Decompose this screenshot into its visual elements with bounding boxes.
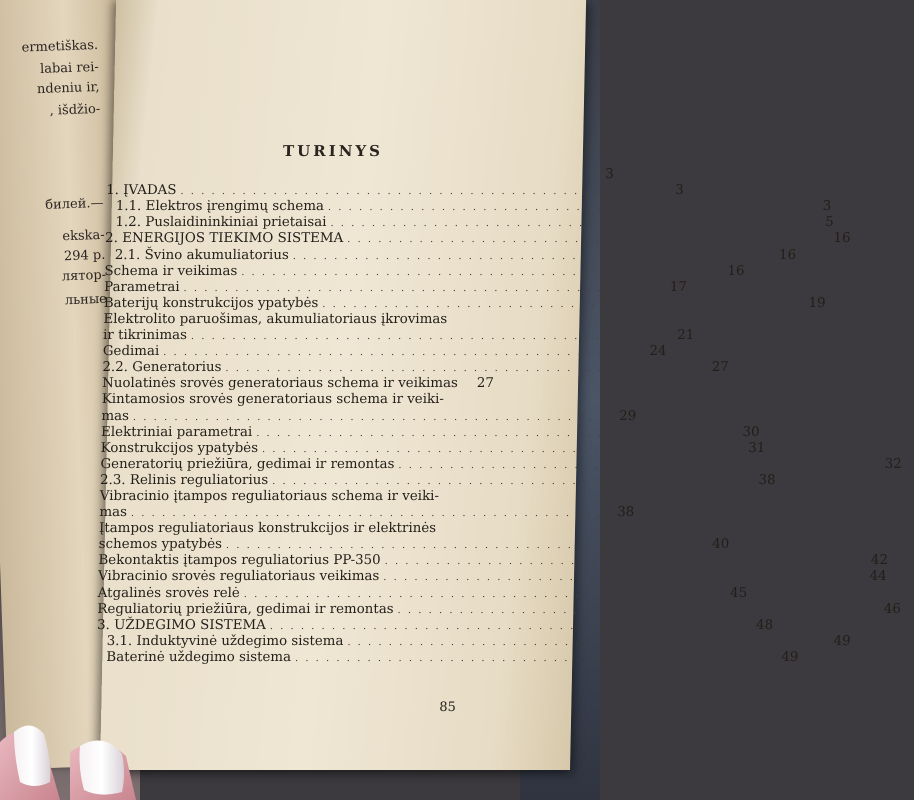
left-page-line: , išdžio- (49, 101, 101, 119)
toc-entry-title: 2.2. Generatorius (102, 360, 222, 376)
toc-entry-page: 19 (808, 295, 826, 311)
toc-leader-dots: . . . . . . . . . . . . . . . . . . . . . . . . . . . . . . . . . . . . . . . . . . . . . . (130, 508, 603, 520)
fingers-photo (0, 712, 170, 800)
toc-leader-dots: . . . . . . . . . . . . . . . . . . . . . . . . . . . . . . . . . . . . . . . . . . . . . . (330, 218, 802, 230)
toc-entry (97, 633, 851, 649)
left-page-line: льные (64, 291, 108, 309)
toc-entry (98, 552, 889, 569)
toc-entry-page: 27 (476, 376, 495, 392)
toc-leader-dots: . . . . . . . . . . . . . . . . . . . . . . . . . . . . . . . . . . . . . . . . . . . . . . (397, 604, 869, 616)
toc-entry-title: Gedimai (102, 344, 160, 360)
toc-entry-title: 3. UŽDEGIMO SISTEMA (96, 617, 266, 633)
left-page-line: ermetiškas. (21, 37, 99, 56)
toc-entry-page: 49 (781, 649, 799, 665)
toc-entry (102, 343, 667, 360)
toc-entry (99, 504, 635, 521)
toc-leader-dots: . . . . . . . . . . . . . . . . . . . . . . . . . . . . . . . . . . . . . . . . . . . . . . (256, 427, 728, 439)
toc-entry-title: Reguliatorių priežiūra, gedimai ir remontas (97, 601, 394, 617)
toc-leader-dots: . . . . . . . . . . . . . . . . . . . . . . . . . . . . . . . . . . . . . . . . . . . . . . (322, 298, 794, 310)
toc-entry-title: Vibracinio įtampos reguliatoriaus schema ir veiki- (99, 488, 440, 504)
toc-entry-page: 42 (870, 553, 889, 569)
toc-entry-page: 3 (605, 167, 614, 183)
toc-entry-title: 2. ENERGIJOS TIEKIMO SISTEMA (104, 231, 344, 247)
toc-entry-title: Elektriniai parametrai (100, 424, 253, 440)
toc-entry (104, 263, 745, 279)
toc-leader-dots: . . . . . . . . . . . . . . . . . . . . . . . . . . . . . . . . . . . . . . . . . . . . . . (347, 636, 819, 648)
toc-entry-page: 3 (675, 183, 684, 199)
toc-entry (104, 230, 851, 247)
toc-entry-page: 5 (825, 215, 834, 231)
toc-leader-dots: . . . . . . . . . . . . . . . . . . . . . . . . . . . . . . . . . . . . . . . . . . . . . . (272, 475, 744, 487)
toc-entry-title: Nuolatinės srovės generatoriaus schema ir veikimas (101, 376, 459, 392)
toc-leader-dots: . . . . . . . . . . . . . . . . . . . . . . . . . . . . . . . . . . . . . . . . . . . . . . (225, 540, 698, 552)
toc-entry-title: Kintamosios srovės generatoriaus schema ir veiki- (101, 392, 445, 408)
left-page-line: ekska- (62, 227, 105, 245)
toc-entry-title: Elektrolito paruošimas, akumuliatoriaus įkrovimas (103, 311, 448, 327)
toc-leader-dots: . . . . . . . . . . . . . . . . . . . . . . . . . . . . . . . . . . . . . . . . . . . . . . (294, 652, 767, 664)
toc-entry (103, 279, 687, 295)
toc-entry (97, 568, 887, 585)
toc-entry-title: 3.1. Induktyvinė uždegimo sistema (106, 633, 344, 649)
toc-entry-title: Atgalinės srovės relė (97, 585, 240, 601)
toc-entry-page: 32 (884, 456, 902, 472)
table-of-contents (96, 166, 902, 665)
toc-entry (100, 456, 902, 472)
toc-entry-page: 30 (742, 424, 760, 440)
toc-entry-page: 16 (778, 247, 797, 263)
toc-leader-dots: . . . . . . . . . . . . . . . . . . . . . . . . . . . . . . . . . . . . . . . . . . . . . . (384, 556, 857, 568)
toc-entry-page: 3 (822, 199, 832, 215)
toc-entry-title: Baterinė uždegimo sistema (106, 649, 292, 665)
toc-leader-dots: . . . . . . . . . . . . . . . . . . . . . . . . . . . . . . . . . . . . . . . . . . . . . . (398, 459, 870, 471)
toc-leader-dots: . . . . . . . . . . . . . . . . . . . . . . . . . . . . . . . . . . . . . . . . . . . . . . (327, 202, 800, 214)
toc-entry (102, 391, 452, 407)
toc-entry-page: 44 (869, 569, 887, 585)
toc-entry (101, 407, 637, 424)
toc-entry-page: 38 (617, 505, 635, 521)
toc-entry-title: mas (101, 408, 130, 424)
toc-entry-title: schemos ypatybės (98, 537, 223, 553)
toc-entry (102, 327, 695, 344)
toc-entry (97, 601, 902, 617)
toc-entry-title: ir tikrinimas (102, 328, 188, 344)
toc-entry-page: 49 (833, 633, 851, 649)
toc-leader-dots: . . . . . . . . . . . . . . . . . . . . . . . . . . . . . . . . . . . . . . . . . . . . . . (243, 588, 716, 600)
toc-entry-title: Baterijų konstrukcijos ypatybės (103, 295, 319, 311)
toc-leader-dots: . . . . . . . . . . . . . . . . . . . . . . . . . . . . . . . . . . . . . . . . . . . . . . (261, 443, 734, 455)
toc-entry (100, 440, 766, 456)
toc-entry (96, 617, 774, 633)
toc-entry-page: 48 (755, 617, 774, 633)
toc-entry-page: 24 (649, 344, 667, 360)
page-title: TURINYS (282, 142, 384, 160)
toc-entry-page: 16 (833, 231, 851, 247)
toc-entry (98, 536, 730, 553)
page-number: 85 (439, 700, 457, 715)
toc-leader-dots: . . . . . . . . . . . . . . . . . . . . . . . . . . . . . . . . . . . . . . . . . . . . . . (180, 186, 652, 198)
left-page-line: лятор- (61, 267, 107, 285)
toc-leader-dots: . . . . . . . . . . . . . . . . . . . . . . . . . . . . . . . . . . . . . . . . . . . . . . (225, 363, 697, 375)
toc-entry (99, 472, 776, 488)
toc-entry-title: Vibracinio srovės reguliatoriaus veikimas (97, 569, 380, 585)
toc-entry-page: 31 (748, 440, 766, 456)
toc-entry (99, 520, 449, 536)
toc-entry-page: 16 (727, 263, 745, 279)
toc-entry-title: Generatorių priežiūra, gedimai ir remontas (100, 456, 395, 472)
toc-leader-dots: . . . . . . . . . . . . . . . . . . . . . . . . . . . . . . . . . . . . . . . . . . . . . . (190, 331, 663, 343)
toc-leader-dots: . . . . . . . . . . . . . . . . . . . . . . . . . . . . . . . . . . . . . . . . . . . . . . (347, 234, 819, 246)
toc-entry-title: 1.2. Puslaidininkiniai prietaisai (115, 215, 327, 231)
toc-entry-title: Bekontaktis įtampos reguliatorius PP-350 (98, 553, 381, 569)
toc-entry (103, 311, 453, 327)
toc-entry-title: 1.1. Elektros įrengimų schema (115, 199, 325, 215)
toc-entry-title: Įtampos reguliatoriaus konstrukcijos ir elektrinės (98, 521, 437, 537)
toc-leader-dots: . . . . . . . . . . . . . . . . . . . . . . . . . . . . . . . . . . . . . . . . . . . . . . (183, 282, 655, 294)
toc-entry-title: Schema ir veikimas (104, 263, 238, 279)
toc-entry (96, 649, 799, 665)
toc-leader-dots: . . . . . . . . . . . . . . . . . . . . . . . . . . . . . . . . . . . . . . . . . . . . . . (132, 411, 605, 423)
toc-leader-dots: . . . . . . . . . . . . . . . . . . . . . . . . . . . . . . . . . . . . . . . . . . . . . . (383, 572, 855, 584)
book-page (96, 0, 902, 770)
toc-entry-title: 2.1. Švino akumuliatorius (114, 247, 289, 263)
toc-entry (105, 214, 834, 231)
left-page-line: ndeniu ir, (36, 79, 100, 98)
toc-entry (102, 359, 729, 376)
toc-leader-dots: . . . . . . . . . . . . . . . . . . . . . . . . . . . . . . . . . . . . . . . . . . . . . . (163, 347, 635, 359)
toc-leader-dots: . . . . . . . . . . . . . . . . . . . . . . . . . . . . . . . . . . . . . . . . . . . . . . (292, 250, 765, 262)
left-page-line: 294 p. (63, 247, 106, 265)
toc-entry-page: 29 (619, 408, 637, 424)
left-page-line: labai rei- (39, 59, 100, 77)
toc-entry (101, 375, 495, 392)
toc-entry (97, 584, 748, 601)
toc-entry-page: 45 (729, 585, 748, 601)
toc-entry-title: mas (99, 505, 128, 521)
left-page-line: билей.— (45, 195, 104, 213)
toc-entry-page: 27 (711, 360, 729, 376)
toc-entry-title: 1. ĮVADAS (105, 183, 177, 199)
toc-entry-page: 46 (883, 601, 902, 617)
toc-entry (103, 295, 826, 311)
toc-entry (106, 198, 832, 215)
toc-entry-title: Konstrukcijos ypatybės (100, 440, 259, 456)
toc-entry-page: 21 (677, 328, 695, 344)
toc-entry-title: 2.3. Relinis reguliatorius (99, 472, 269, 488)
toc-entry-page: 40 (712, 537, 730, 553)
toc-entry (106, 166, 614, 183)
toc-entry (100, 488, 450, 504)
toc-entry (105, 182, 684, 199)
toc-entry-page: 38 (758, 472, 776, 488)
toc-entry-page: 17 (669, 279, 687, 295)
toc-leader-dots: . . . . . . . . . . . . . . . . . . . . . . . . . . . . . . . . . . . . . . . . . . . . . . (241, 266, 713, 278)
toc-entry-title: Parametrai (103, 279, 180, 295)
toc-leader-dots: . . . . . . . . . . . . . . . . . . . . . . . . . . . . . . . . . . . . . . . . . . . . . . (269, 620, 742, 632)
toc-entry (100, 424, 760, 440)
toc-entry (105, 246, 797, 263)
